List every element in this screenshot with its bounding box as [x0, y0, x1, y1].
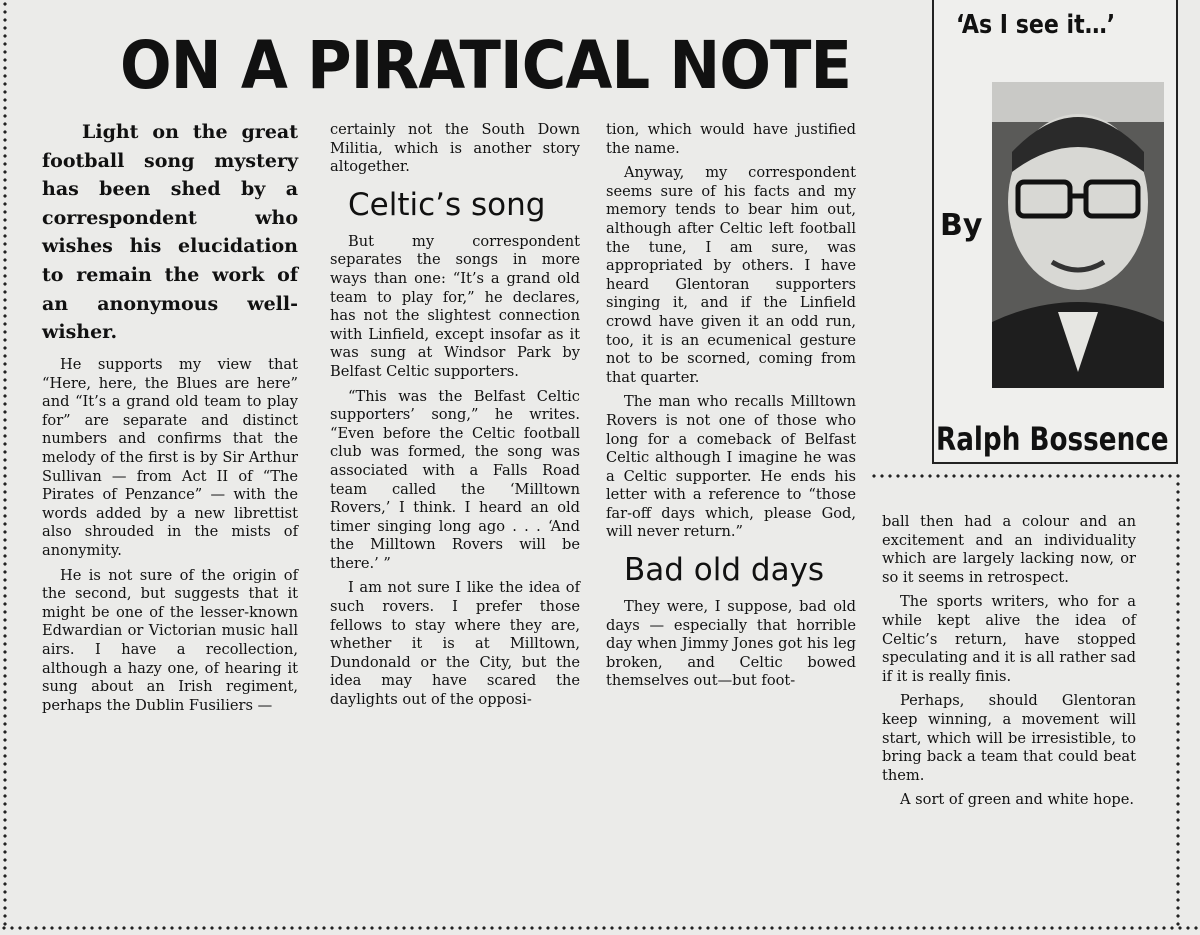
paragraph: A sort of green and white hope. — [900, 791, 1134, 809]
paragraph: I am not sure I like the idea of such rovers. I prefer those fellows to stay where they are, whether it is at Milltown, Dundonald or the City, but the idea may have scared the daylights out of the opposi- — [330, 579, 580, 709]
paragraph-continued: tion, which would have justified the name. — [606, 121, 856, 157]
portrait-photo-icon — [992, 82, 1164, 388]
lede-paragraph: Light on the great football song mystery has been shed by a correspondent who wishes his elucidation to remain the work of an anonymous well-wisher. — [42, 121, 298, 344]
column-3 — [606, 121, 856, 697]
by-label: By — [940, 208, 983, 243]
author-byline: Ralph Bossence — [936, 420, 1169, 458]
column-4 — [882, 513, 1136, 816]
paragraph: “This was the Belfast Celtic supporters’ song,” he writes. “Even before the Celtic football club was formed, the song was associated with a Falls Road team called the ‘Milltown Rovers,’ I think. I heard an old timer singing long ago . . . ‘And the Milltown Rovers will be there.’ ” — [330, 387, 580, 572]
dotted-border-bottom — [0, 924, 1200, 932]
dotted-border-middle — [870, 472, 1180, 480]
paragraph: Anyway, my correspondent seems sure of his facts and my memory tends to bear him out, although after Celtic left football the tune, I am sure, was appropriated by others. I have heard Glentoran supporters singing it, and if the Linfield crowd have given it an odd run, too, it is an ecumenical gesture not to be scorned, coming from that quarter. — [606, 164, 856, 386]
columnist-box — [932, 0, 1178, 464]
paragraph: Perhaps, should Glentoran keep winning, a movement will start, which will be irresistible, to bring back a team that could beat them. — [882, 692, 1136, 784]
subheading-celtics-song: Celtic’s song — [348, 186, 546, 223]
column-title: ‘As I see it…’ — [956, 10, 1116, 40]
subheading-bad-old-days: Bad old days — [624, 552, 825, 589]
column-2 — [330, 121, 580, 716]
paragraph-continued: ball then had a colour and an excitement and an individuality which are largely lacking now, or so it seems in retrospect. — [882, 513, 1136, 586]
paragraph: The sports writers, who for a while kept alive the idea of Celtic’s return, have stopped speculating and it is all rather sad if it is really finis. — [882, 593, 1136, 685]
dotted-border-left — [2, 0, 8, 928]
headline: ON A PIRATICAL NOTE — [120, 27, 852, 104]
paragraph-continued: certainly not the South Down Militia, which is another story altogether. — [330, 121, 580, 176]
paragraph: But my correspondent separates the songs in more ways than one: “It’s a grand old team to play for,” he declares, has not the slightest connection with Linfield, except insofar as it was sung at Windsor Park by Belfast Celtic supporters. — [330, 232, 580, 380]
paragraph: He supports my view that “Here, here, the Blues are here” and “It’s a grand old team to play for” are separate and distinct numbers and confirms that the melody of the first is by Sir Arthur Sullivan — from Act II of “The Pirates of Penzance” — with the words added by a new librettist also shrouded in the mists of anonymity. — [42, 356, 298, 559]
paragraph: They were, I suppose, bad old days — especially that horrible day when Jimmy Jones got his leg broken, and Celtic bowed themselves out—but foot- — [606, 598, 856, 690]
paragraph: The man who recalls Milltown Rovers is not one of those who long for a comeback of Belfast Celtic although I imagine he was a Celtic supporter. He ends his letter with a reference to “those far-off days which, please God, will never return.” — [606, 393, 856, 541]
paragraph: He is not sure of the origin of the second, but suggests that it might be one of the lesser-known Edwardian or Victorian music hall airs. I have a recollection, although a hazy one, of hearing it sung about an Irish regiment, perhaps the Dublin Fusiliers — — [42, 566, 298, 714]
dotted-border-right — [1174, 472, 1182, 930]
column-1 — [42, 356, 298, 721]
